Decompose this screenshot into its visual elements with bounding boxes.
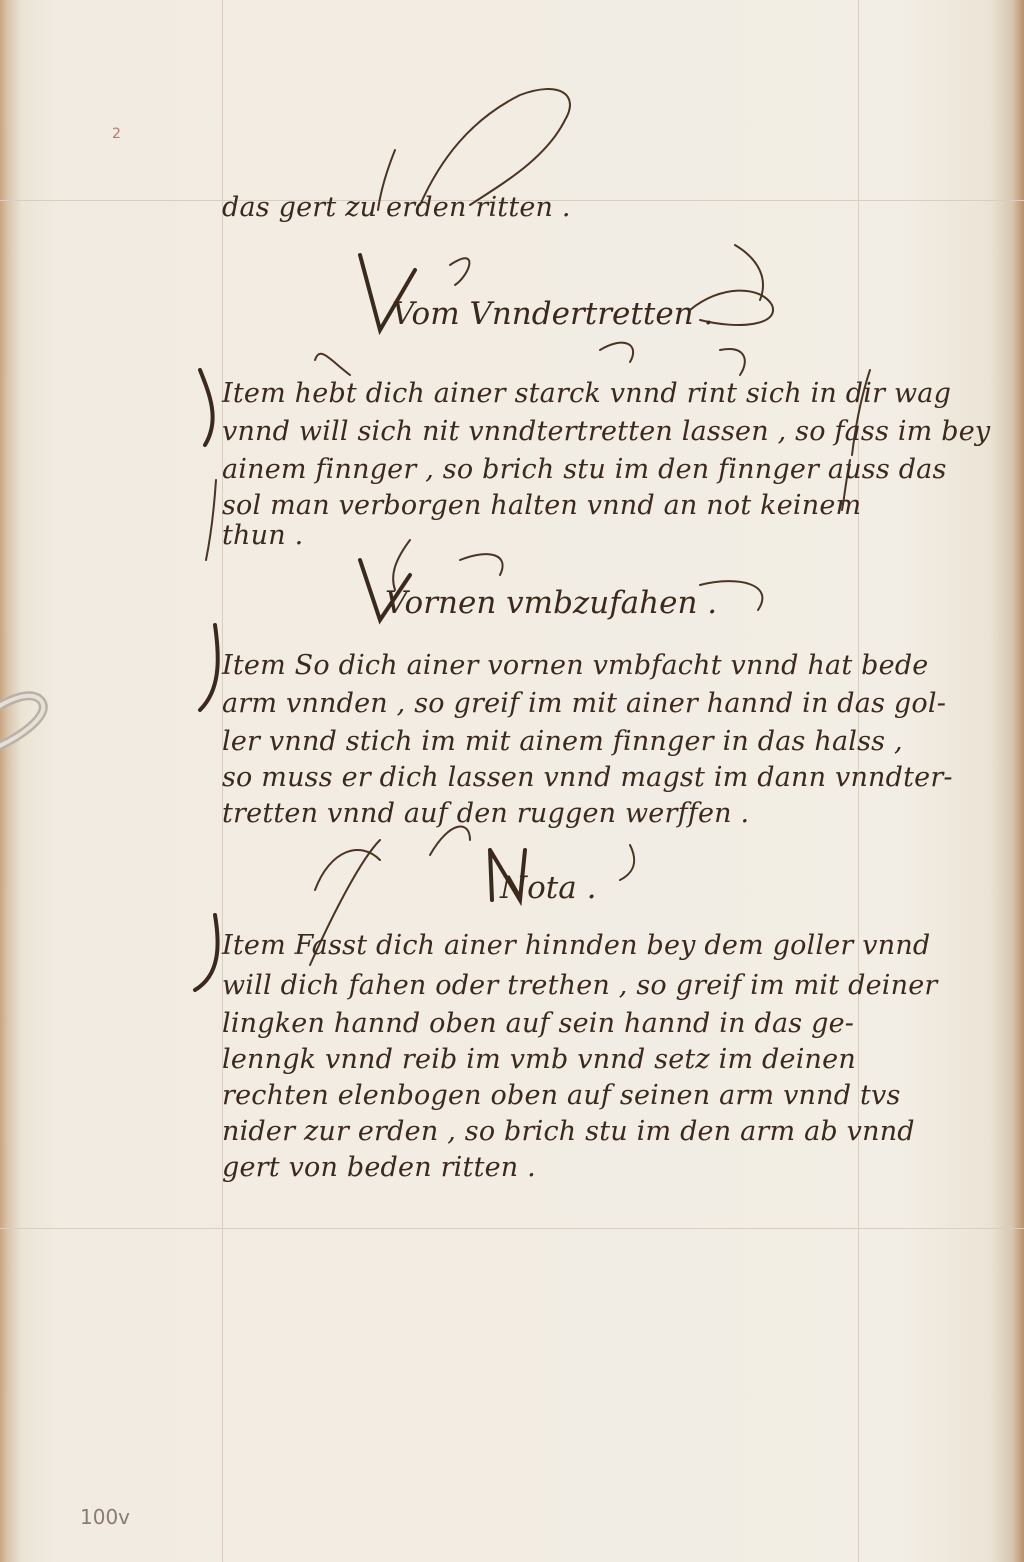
text-line: so muss er dich lassen vnnd magst im dann vnndter- xyxy=(222,762,953,793)
text-line: das gert zu erden ritten . xyxy=(222,192,571,223)
text-line: Item So dich ainer vornen vmbfacht vnnd hat bede xyxy=(222,650,929,681)
ruling-line-bottom xyxy=(0,1228,1024,1229)
text-line: Item hebt dich ainer starck vnnd rint sich in dir wag xyxy=(222,378,952,409)
paperclip-icon xyxy=(0,690,60,760)
text-line: lingken hannd oben auf sein hannd in das ge- xyxy=(222,1008,855,1039)
text-line: rechten elenbogen oben auf seinen arm vnnd tvs xyxy=(222,1080,901,1111)
text-line: nider zur erden , so brich stu im den arm ab vnnd xyxy=(222,1116,915,1147)
text-line: arm vnnden , so greif im mit ainer hannd in das gol- xyxy=(222,688,947,719)
text-line: ler vnnd stich im mit ainem finnger in das halss , xyxy=(222,726,903,757)
heading-vornen-vmbzufahen: Vornen vmbzufahen . xyxy=(385,585,718,621)
text-line: thun . xyxy=(222,520,304,551)
text-line: gert von beden ritten . xyxy=(222,1152,536,1183)
text-line: vnnd will sich nit vnndtertretten lassen , so fass im bey xyxy=(222,416,991,447)
text-line: ainem finnger , so brich stu im den finnger auss das xyxy=(222,454,947,485)
text-line: will dich fahen oder trethen , so greif im mit deiner xyxy=(222,970,938,1001)
text-line: tretten vnnd auf den ruggen werffen . xyxy=(222,798,750,829)
heading-vom-vnndertretten: Vom Vnndertretten . xyxy=(392,296,714,332)
margin-mark: 2 xyxy=(112,126,121,142)
folio-number: 100v xyxy=(80,1505,131,1529)
text-line: Item Fasst dich ainer hinnden bey dem goller vnnd xyxy=(222,930,931,961)
text-line: lenngk vnnd reib im vmb vnnd setz im deinen xyxy=(222,1044,856,1075)
heading-nota: Nota . xyxy=(500,870,597,906)
text-line: sol man verborgen halten vnnd an not keinem xyxy=(222,490,862,521)
